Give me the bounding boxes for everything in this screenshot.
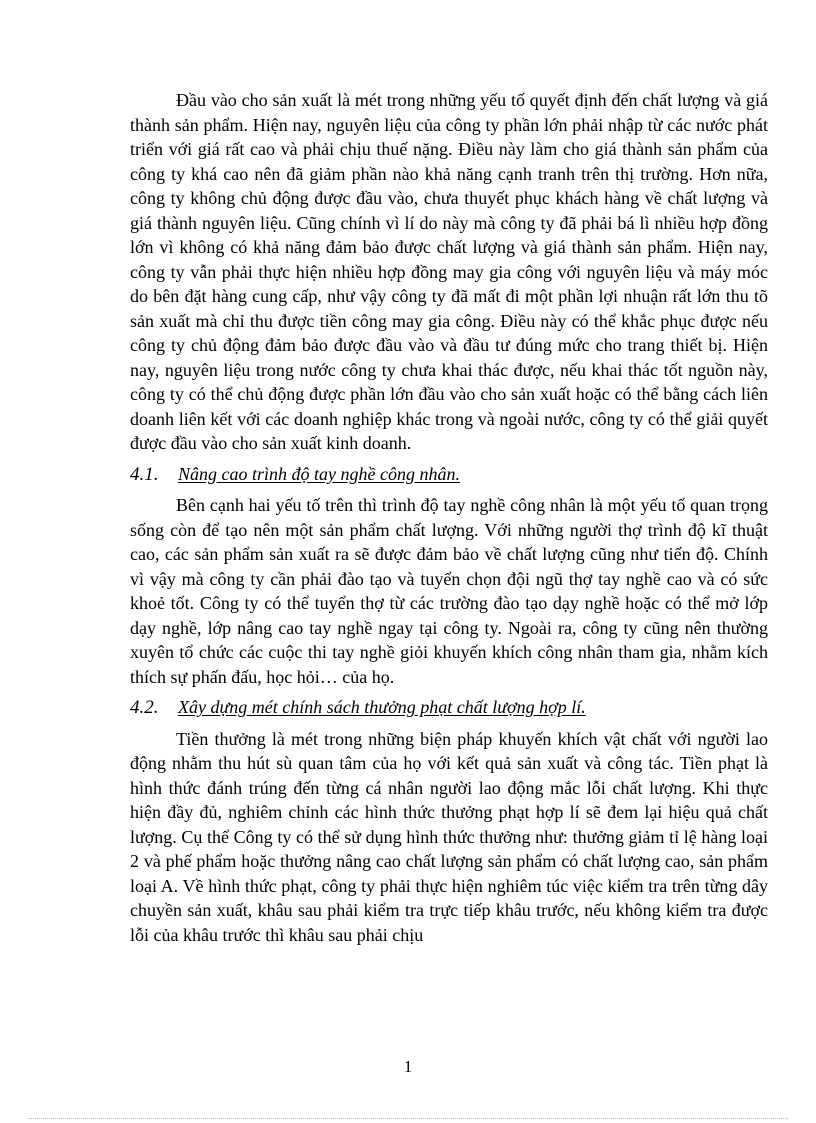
paragraph-input-materials: Đầu vào cho sản xuất là mét trong những yếu tố quyết định đến chất lượng và giá thành sản phẩm. Hiện nay, nguyên liệu của công ty phần lớn phải nhập từ các nước phát triển với giá rất cao và phải chịu thuế nặng. Điều này làm cho giá thành sản phẩm của công ty khá cao nên đã giảm phần nào khả năng cạnh tranh trên thị trường. Hơn nữa, công ty không chủ động được đầu vào, chưa thuyết phục khách hàng về chất lượng và giá thành nguyên liệu. Cũng chính vì lí do này mà công ty đã phải bá lì nhiều hợp đồng lớn vì không có khả năng đảm bảo được chất lượng và giá thành sản phẩm. Hiện nay, công ty vẫn phải thực hiện nhiều hợp đồng may gia công với nguyên liệu và máy móc do bên đặt hàng cung cấp, như vậy công ty đã mất đi một phần lợi nhuận rất lớn thu tõ sản xuất mà chỉ thu được tiền công may gia công. Điều này có thể khắc phục được nếu công ty chủ động đảm bảo được đầu vào và đầu tư đúng mức cho trang thiết bị. Hiện nay, nguyên liệu trong nước công ty chưa khai thác được, nếu khai thác tốt nguồn này, công ty có thể chủ động được phần lớn đầu vào cho sản xuất hoặc có thể bằng cách liên doanh liên kết với các doanh nghiệp khác trong và ngoài nước, công ty có thể giải quyết được đầu vào cho sản xuất kinh doanh. [130, 90, 768, 453]
section-number: 4.2. [130, 697, 159, 718]
section-title: Nâng cao trình độ tay nghề công nhân. [178, 463, 460, 484]
section-number: 4.1. [130, 463, 159, 485]
paragraph-reward-penalty: Tiền thưởng là mét trong những biện pháp khuyến khích vật chất với người lao động nhằm thu hút sù quan tâm của họ với kết quả sản xuất và công tác. Tiền phạt là hình thức đánh trúng đến từng cá nhân người lao động mắc lỗi chất lượng. Khi thực hiện đầy đủ, nghiêm chỉnh các hình thức thưởng phạt hợp lí sẽ đem lại hiệu quả chất lượng. Cụ thể Công ty có thể sử dụng hình thức thưởng như: thưởng giảm tỉ lệ hàng loại 2 và phế phẩm hoặc thưởng nâng cao chất lượng sản phẩm có chất lượng cao, sản phẩm loại A. Về hình thức phạt, công ty phải thực hiện nghiêm túc việc kiểm tra trên từng dây chuyền sản xuất, khâu sau phải kiểm tra trực tiếp khâu trước, nếu không kiểm tra được lỗi của khâu trước thì khâu sau phải chịu [130, 728, 768, 945]
section-heading-4-2 [130, 695, 768, 721]
section-title: Xây dựng mét chính sách thưởng phạt chất lượng hợp lí. [178, 697, 586, 717]
page-number: 1 [403, 1057, 413, 1076]
section-heading-4-1 [130, 462, 768, 488]
page-bottom-border [28, 1118, 788, 1119]
paragraph-worker-skills: Bên cạnh hai yếu tố trên thì trình độ tay nghề công nhân là một yếu tố quan trọng sống còn để tạo nên một sản phẩm chất lượng. Với những người thợ trình độ kĩ thuật cao, các sản phẩm sản xuất ra sẽ được đảm bảo về chất lượng cũng như tiến độ. Chính vì vậy mà công ty cần phải đào tạo và tuyển chọn đội ngũ thợ tay nghề cao và có sức khoẻ tốt. Công ty có thể tuyển thợ từ các trường đào tạo dạy nghề hoặc có thể mở lớp dạy nghề, lớp nâng cao tay nghề ngay tại công ty. Ngoài ra, công ty cũng nên thường xuyên tổ chức các cuộc thi tay nghề giỏi khuyến khích công nhân tham gia, nhằm kích thích sự phấn đấu, học hỏi… của họ. [130, 495, 768, 687]
page-body [130, 88, 768, 947]
